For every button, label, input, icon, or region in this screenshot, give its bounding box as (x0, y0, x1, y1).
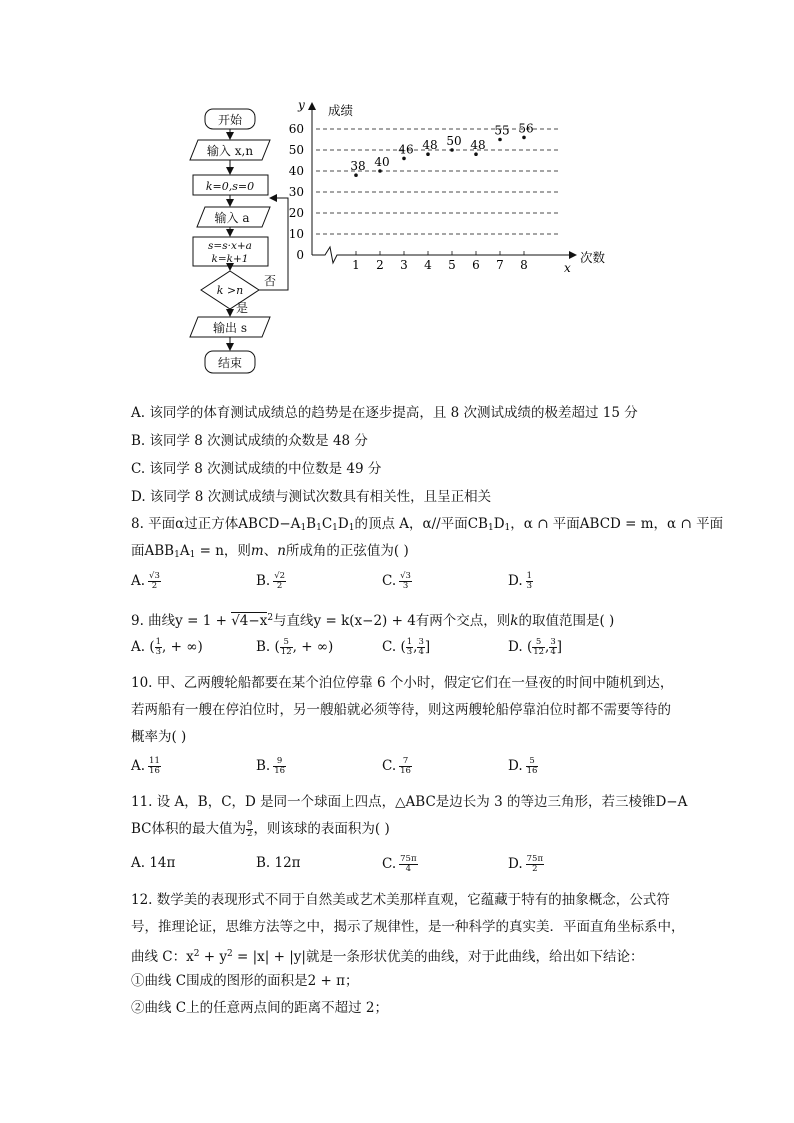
x-tick-label: 1 (352, 258, 360, 272)
data-label: 48 (470, 138, 486, 153)
q8-option-d: D. $\frac{1}{3}$ (508, 571, 533, 591)
data-label: 55 (494, 123, 510, 138)
end-label: 结束 (217, 356, 243, 370)
data-label: 46 (398, 142, 414, 157)
q7-option-a: A. 该同学的体育测试成绩总的趋势是在逐步提高，且 8 次测试成绩的极差超过 15 分 (131, 405, 638, 421)
q7-option-d: D. 该同学 8 次测试成绩与测试次数具有相关性，且呈正相关 (131, 489, 492, 505)
q11-stem-line2: BC体积的最大值为 $\frac{9}{2}$ ，则该球的表面积为( ) (131, 819, 390, 839)
data-label: 38 (350, 159, 366, 174)
y-axis-title: 成绩 (328, 103, 354, 118)
x-tick-label: 8 (520, 258, 528, 272)
x-tick-label: 7 (496, 258, 504, 272)
yes-label: 是 (235, 301, 249, 315)
x-tick-label: 6 (472, 258, 480, 272)
q10-option-b: B. $\frac{9}{16}$ (256, 756, 286, 776)
data-label: 48 (422, 138, 438, 153)
input-xn-label: 输入 x,n (206, 144, 254, 158)
q9-option-d: D. ( $\frac{5}{12}$ , $\frac{3}{4}$ ] (508, 637, 563, 657)
x-axis-title: 次数 (580, 250, 606, 265)
data-label: 56 (518, 121, 534, 136)
q10-stem-line3: 概率为( ) (131, 729, 187, 745)
figure (180, 95, 620, 380)
q8-option-a: A. $\frac{√3}{2}$ (131, 571, 160, 591)
q12-conclusion-1: ①曲线 C围成的图形的面积是2 + π； (131, 973, 359, 989)
output-label: 输出 s (213, 321, 247, 335)
q9-option-b: B. ( $\frac{5}{12}$ , + ∞) (256, 637, 334, 657)
data-point (354, 173, 358, 177)
q8-option-b: B. $\frac{√2}{2}$ (256, 571, 286, 591)
y-tick-label: 0 (296, 248, 304, 262)
q7-option-c: C. 该同学 8 次测试成绩的中位数是 49 分 (131, 461, 382, 477)
q9-option-a: A. ( $\frac{1}{3}$ , + ∞) (131, 637, 203, 657)
y-tick-label: 50 (288, 143, 304, 157)
x-tick-label: 3 (400, 258, 408, 272)
update-k-label: k=k+1 (211, 253, 249, 265)
input-a-label: 输入 a (214, 211, 250, 225)
y-tick-label: 40 (288, 164, 304, 178)
q9-stem: 9. 曲线$y = 1 + √4-x^2$与直线y = k(x−2) + 4有两个交点，则k的取值范围是( ) (131, 613, 615, 629)
q9-option-c: C. ( $\frac{1}{3}$ , $\frac{3}{4}$ ] (382, 637, 431, 657)
y-tick-label: 60 (288, 122, 304, 136)
q10-stem-line2: 若两船有一艘在停泊位时，另一艘船就必须等待，则这两艘轮船停靠泊位时都不需要等待的 (131, 702, 671, 718)
q10-stem-line1: 10. 甲、乙两艘轮船都要在某个泊位停靠 6 个小时，假定它们在一昼夜的时间中随机到达， (131, 675, 674, 691)
q12-conclusion-2: ②曲线 C上的任意两点间的距离不超过 2； (131, 1000, 389, 1016)
x-tick-label: 4 (424, 258, 432, 272)
q11-option-a: A. 14π (131, 855, 176, 871)
q12-stem-line2: 号，推理论证，思维方法等之中，揭示了规律性，是一种科学的真实美．平面直角坐标系中， (131, 919, 685, 935)
data-point (498, 138, 502, 142)
x-tick-label: 2 (376, 258, 384, 272)
q12-stem-line1: 12. 数学美的表现形式不同于自然美或艺术美那样直观，它蕴藏于特有的抽象概念，公式符 (131, 892, 670, 908)
q8-stem-line1: 8. 平面α过正方体$ABCD-A_1B_1C_1D_1$的顶点 A，α//平面$CB_1D_1$，α ∩ 平面ABCD = m，α ∩ 平面 (131, 516, 724, 533)
q10-option-a: A. $\frac{11}{16}$ (131, 756, 160, 776)
y-tick-label: 30 (288, 185, 304, 199)
y-axis-letter: y (298, 98, 305, 112)
q11-option-b: B. 12π (256, 855, 301, 871)
data-point (474, 152, 478, 156)
q8-stem-line2: 面$ABB_1A_1 = n$，则m、n所成角的正弦值为( ) (131, 543, 409, 560)
condition-label: k >n (216, 284, 244, 297)
data-point (522, 136, 526, 140)
no-label: 否 (263, 274, 277, 288)
q10-option-c: C. $\frac{7}{16}$ (382, 756, 411, 776)
q11-stem-line1: 11. 设 A，B，C，D 是同一个球面上四点，△ABC是边长为 3 的等边三角形，若三棱锥D−A (131, 794, 688, 810)
q10-option-d: D. $\frac{5}{16}$ (508, 756, 538, 776)
y-tick-label: 10 (288, 227, 304, 241)
data-point (402, 157, 406, 161)
x-tick-label: 5 (448, 258, 456, 272)
y-tick-label: 20 (288, 206, 304, 220)
q7-option-b: B. 该同学 8 次测试成绩的众数是 48 分 (131, 433, 368, 449)
x-axis-letter: x (564, 261, 571, 275)
update-s-label: s=s·x+a (208, 240, 252, 252)
data-label: 50 (446, 134, 462, 148)
data-point (450, 148, 454, 152)
scatter-chart (289, 98, 606, 275)
q11-option-c: C. $\frac{75\pi}{4}$ (382, 854, 417, 874)
q12-stem-line3: 曲线 C：$x^2 + y^2 = |x| + |y|$就是一条形状优美的曲线，对于此曲线，给出如下结论： (131, 949, 644, 965)
start-label: 开始 (217, 113, 243, 127)
q11-option-d: D. $\frac{75\pi}{2}$ (508, 854, 544, 874)
data-point (378, 169, 382, 173)
init-label: k=0,s=0 (205, 180, 255, 193)
q8-option-c: C. $\frac{√3}{3}$ (382, 571, 411, 591)
data-point (426, 152, 430, 156)
data-label: 40 (374, 155, 390, 169)
